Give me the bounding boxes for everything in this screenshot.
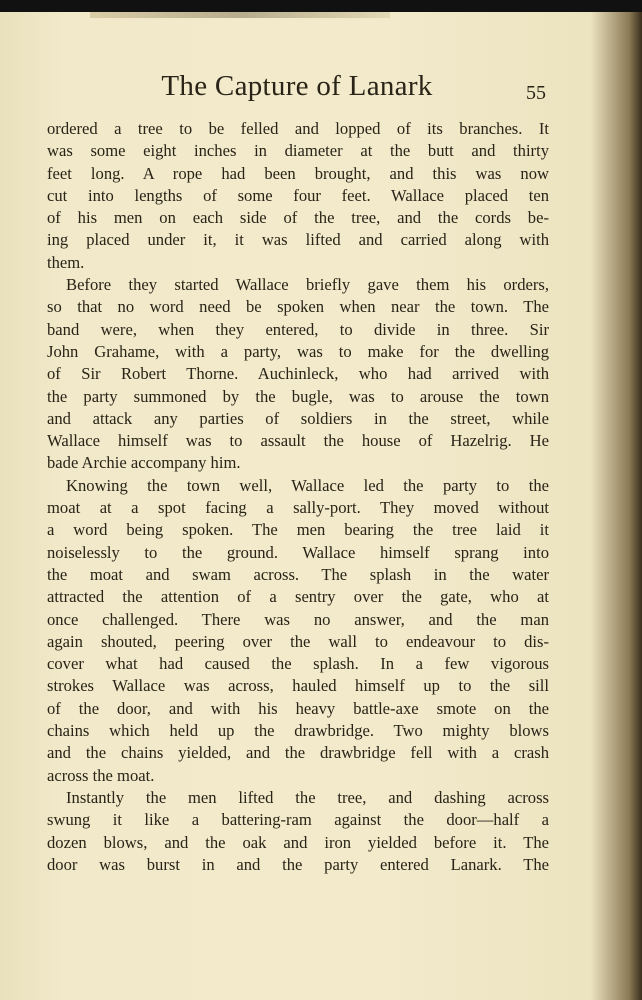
text-line: of the door, and with his heavy battle-axe smote on the — [47, 698, 549, 718]
text-line: the party summoned by the bugle, was to arouse the town — [47, 386, 549, 406]
scan-top-edge — [0, 0, 642, 12]
text-line: dozen blows, and the oak and iron yielded before it. The — [47, 832, 549, 852]
text-line: cover what had caused the splash. In a few vigorous — [47, 654, 549, 674]
text-line: of his men on each side of the tree, and the cords be- — [47, 208, 549, 228]
text-line: door was burst in and the party entered Lanark. The — [47, 854, 549, 874]
text-line: band were, when they entered, to divide in three. Sir — [47, 319, 549, 339]
text-line: chains which held up the drawbridge. Two mighty blows — [47, 721, 549, 741]
page-body-text — [47, 118, 549, 876]
text-line: and the chains yielded, and the drawbridge fell with a crash — [47, 743, 549, 763]
paragraph — [47, 274, 549, 475]
text-line: strokes Wallace was across, hauled himself up to the sill — [47, 676, 549, 696]
running-header-title: The Capture of Lanark — [161, 70, 433, 102]
text-line: Before they started Wallace briefly gave them his orders, — [66, 275, 549, 295]
text-line: moat at a spot facing a sally-port. They moved without — [47, 498, 549, 518]
text-line: was some eight inches in diameter at the butt and thirty — [47, 141, 549, 161]
text-line: of Sir Robert Thorne. Auchinleck, who had arrived with — [47, 364, 549, 384]
text-line: Instantly the men lifted the tree, and dashing across — [66, 787, 549, 807]
text-line: so that no word need be spoken when near the town. The — [47, 297, 549, 317]
paragraph — [47, 475, 549, 787]
text-line: across the moat. — [47, 765, 155, 785]
text-line: swung it like a battering-ram against the door—half a — [47, 810, 549, 830]
text-line: a word being spoken. The men bearing the tree laid it — [47, 520, 549, 540]
paragraph — [47, 787, 549, 876]
paragraph — [47, 118, 549, 274]
scan-shadow — [90, 12, 390, 18]
text-line: John Grahame, with a party, was to make for the dwelling — [47, 341, 549, 361]
text-line: ordered a tree to be felled and lopped of its branches. It — [47, 119, 549, 138]
text-line: them. — [47, 252, 85, 272]
page-number: 55 — [526, 82, 546, 104]
text-line: attracted the attention of a sentry over the gate, who at — [47, 587, 549, 607]
text-line: cut into lengths of some four feet. Wallace placed ten — [47, 185, 549, 205]
text-line: ing placed under it, it was lifted and carried along with — [47, 230, 549, 250]
text-line: again shouted, peering over the wall to endeavour to dis- — [47, 631, 549, 651]
text-line: Knowing the town well, Wallace led the party to the — [66, 475, 549, 495]
text-line: the moat and swam across. The splash in the water — [47, 564, 549, 584]
text-line: feet long. A rope had been brought, and this was now — [47, 163, 549, 183]
text-line: bade Archie accompany him. — [47, 453, 241, 473]
text-line: and attack any parties of soldiers in the street, while — [47, 408, 549, 428]
text-line: once challenged. There was no answer, and the man — [47, 609, 549, 629]
text-line: noiselessly to the ground. Wallace himself sprang into — [47, 542, 549, 562]
text-line: Wallace himself was to assault the house of Hazelrig. He — [47, 431, 549, 451]
